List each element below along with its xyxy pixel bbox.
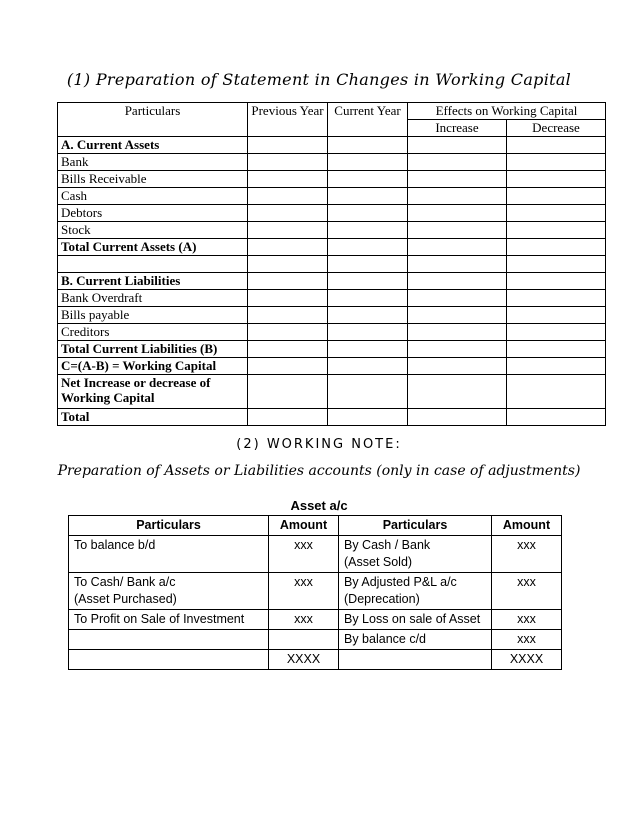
empty-cell (248, 358, 328, 375)
empty-cell (328, 154, 408, 171)
cr-particulars (339, 610, 492, 630)
empty-cell (408, 256, 507, 273)
asset-account-table (68, 515, 562, 670)
dr-amount (269, 630, 339, 650)
empty-cell (328, 307, 408, 324)
table-row (58, 222, 606, 239)
empty-cell (248, 137, 328, 154)
working-capital-statement-table (57, 102, 606, 426)
dr-amount-header: Amount (269, 516, 339, 536)
table-row (58, 409, 606, 426)
empty-cell (507, 358, 606, 375)
empty-cell (408, 205, 507, 222)
empty-cell (507, 375, 606, 409)
header-effects: Effects on Working Capital (408, 103, 606, 120)
entry-line (74, 631, 263, 648)
empty-cell (507, 137, 606, 154)
table-row (58, 256, 606, 273)
row-label: Net Increase or decrease of Working Capital (58, 375, 248, 409)
header-current-year: Current Year (328, 103, 408, 137)
row-label: Debtors (58, 205, 248, 222)
entry-line: (Deprecation) (344, 592, 420, 606)
empty-cell (248, 154, 328, 171)
empty-cell (328, 239, 408, 256)
empty-cell (507, 222, 606, 239)
dr-particulars (69, 536, 269, 573)
row-label: Bills Receivable (58, 171, 248, 188)
empty-cell (408, 324, 507, 341)
dr-particulars (69, 610, 269, 630)
dr-particulars (69, 573, 269, 610)
table-row (58, 205, 606, 222)
empty-cell (328, 273, 408, 290)
table-row (58, 307, 606, 324)
table-row (58, 324, 606, 341)
empty-cell (248, 375, 328, 409)
empty-cell (328, 324, 408, 341)
total-cr-blank (339, 650, 492, 670)
empty-cell (328, 205, 408, 222)
empty-cell (248, 273, 328, 290)
empty-cell (507, 307, 606, 324)
account-row (69, 573, 562, 610)
working-note-subtitle: Preparation of Assets or Liabilities accounts (only in case of adjustments) (57, 463, 581, 479)
table-row (58, 290, 606, 307)
empty-cell (507, 409, 606, 426)
empty-cell (408, 358, 507, 375)
header-previous-year: Previous Year (248, 103, 328, 137)
entry-line: To Cash/ Bank a/c (74, 575, 176, 589)
entry-line: By Cash / Bank (344, 538, 431, 552)
empty-cell (248, 256, 328, 273)
empty-cell (248, 188, 328, 205)
entry-line: To Profit on Sale of Investment (74, 612, 245, 626)
row-label: Bank Overdraft (58, 290, 248, 307)
header-particulars: Particulars (58, 103, 248, 137)
cr-particulars (339, 573, 492, 610)
empty-cell (507, 205, 606, 222)
empty-cell (328, 358, 408, 375)
empty-cell (248, 171, 328, 188)
account-row (69, 630, 562, 650)
account-row (69, 536, 562, 573)
table-row (58, 273, 606, 290)
table-row (58, 341, 606, 358)
empty-cell (408, 341, 507, 358)
empty-cell (408, 171, 507, 188)
total-dr-amount: XXXX (269, 650, 339, 670)
entry-line: (Asset Sold) (344, 555, 413, 569)
empty-cell (408, 375, 507, 409)
row-label: Bills payable (58, 307, 248, 324)
empty-cell (328, 222, 408, 239)
empty-cell (408, 188, 507, 205)
entry-line: To balance b/d (74, 538, 156, 552)
cr-amount: xxx (492, 610, 562, 630)
row-label: Creditors (58, 324, 248, 341)
total-cr-amount: XXXX (492, 650, 562, 670)
entry-line: By Loss on sale of Asset (344, 612, 481, 626)
row-label: C=(A-B) = Working Capital (58, 358, 248, 375)
empty-cell (507, 188, 606, 205)
empty-cell (408, 239, 507, 256)
table-row (58, 239, 606, 256)
row-label: Stock (58, 222, 248, 239)
working-note-title: (2) WORKING NOTE: (236, 437, 402, 452)
dr-particulars (69, 630, 269, 650)
row-label: A. Current Assets (58, 137, 248, 154)
empty-cell (328, 375, 408, 409)
row-label: Bank (58, 154, 248, 171)
dr-particulars-header: Particulars (69, 516, 269, 536)
empty-cell (328, 341, 408, 358)
statement-title: (1) Preparation of Statement in Changes in Working Capital (66, 70, 572, 89)
empty-cell (507, 256, 606, 273)
header-increase: Increase (408, 120, 507, 137)
row-label: B. Current Liabilities (58, 273, 248, 290)
row-label (58, 256, 248, 273)
empty-cell (507, 273, 606, 290)
table-row (58, 154, 606, 171)
empty-cell (507, 171, 606, 188)
empty-cell (248, 409, 328, 426)
empty-cell (248, 222, 328, 239)
header-decrease: Decrease (507, 120, 606, 137)
empty-cell (328, 290, 408, 307)
table-row (58, 358, 606, 375)
table-row (58, 171, 606, 188)
cr-amount: xxx (492, 573, 562, 610)
cr-amount: xxx (492, 536, 562, 573)
empty-cell (507, 324, 606, 341)
row-label: Total (58, 409, 248, 426)
entry-line: By balance c/d (344, 632, 426, 646)
empty-cell (507, 341, 606, 358)
empty-cell (328, 188, 408, 205)
empty-cell (248, 290, 328, 307)
empty-cell (328, 409, 408, 426)
empty-cell (328, 256, 408, 273)
empty-cell (248, 341, 328, 358)
empty-cell (408, 307, 507, 324)
empty-cell (408, 137, 507, 154)
empty-cell (408, 154, 507, 171)
asset-account-title: Asset a/c (290, 498, 348, 513)
empty-cell (248, 239, 328, 256)
table-row (58, 375, 606, 409)
cr-amount: xxx (492, 630, 562, 650)
account-row (69, 610, 562, 630)
table-row (58, 188, 606, 205)
row-label: Total Current Liabilities (B) (58, 341, 248, 358)
empty-cell (507, 239, 606, 256)
empty-cell (408, 273, 507, 290)
dr-amount: xxx (269, 610, 339, 630)
empty-cell (248, 205, 328, 222)
row-label: Total Current Assets (A) (58, 239, 248, 256)
empty-cell (507, 290, 606, 307)
empty-cell (507, 154, 606, 171)
empty-cell (408, 290, 507, 307)
total-dr-blank (69, 650, 269, 670)
empty-cell (248, 324, 328, 341)
empty-cell (328, 171, 408, 188)
totals-row (69, 650, 562, 670)
cr-particulars-header: Particulars (339, 516, 492, 536)
table-row (58, 137, 606, 154)
dr-amount: xxx (269, 536, 339, 573)
empty-cell (408, 222, 507, 239)
empty-cell (328, 137, 408, 154)
empty-cell (248, 307, 328, 324)
dr-amount: xxx (269, 573, 339, 610)
empty-cell (408, 409, 507, 426)
cr-particulars (339, 630, 492, 650)
cr-particulars (339, 536, 492, 573)
row-label: Cash (58, 188, 248, 205)
cr-amount-header: Amount (492, 516, 562, 536)
entry-line: (Asset Purchased) (74, 592, 177, 606)
entry-line: By Adjusted P&L a/c (344, 575, 457, 589)
